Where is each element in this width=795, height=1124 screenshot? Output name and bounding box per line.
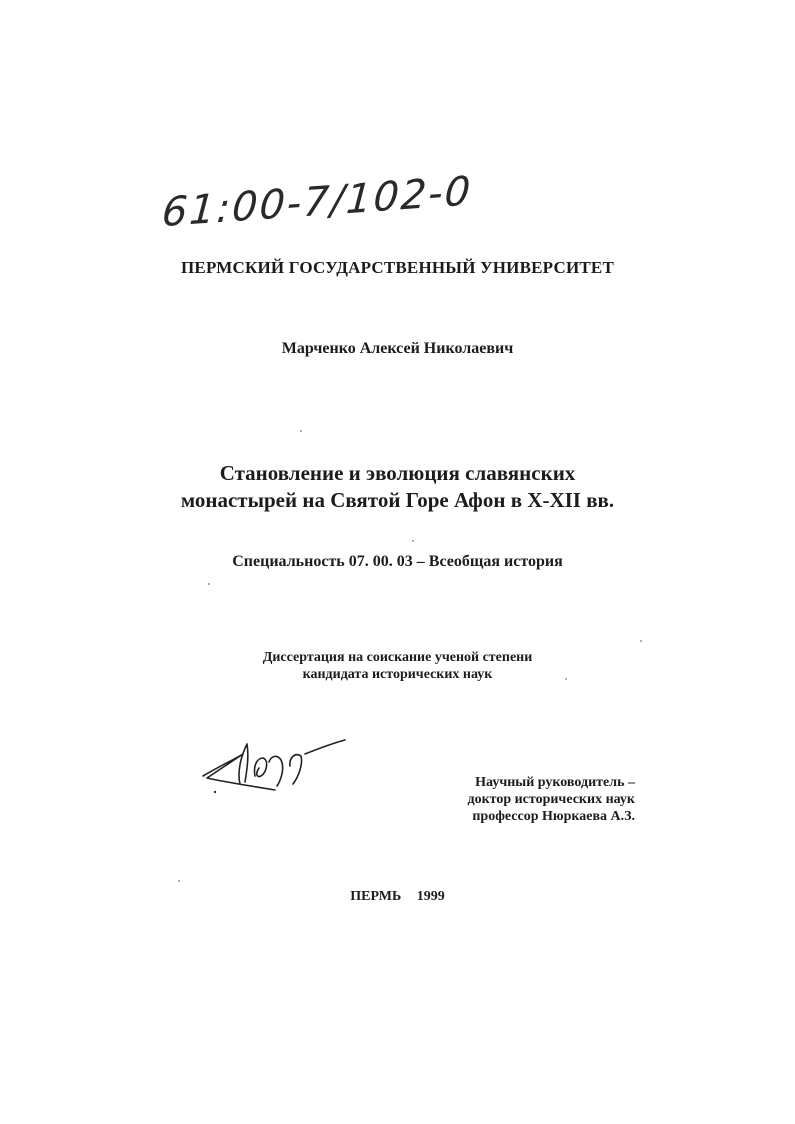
specialty: Специальность 07. 00. 03 – Всеобщая история	[232, 553, 563, 570]
dissertation-title-line-2: монастырей на Святой Горе Афон в X-XII вв.	[180, 488, 615, 512]
scan-speck	[178, 880, 180, 882]
degree-line-1: Диссертация на соискание ученой степени	[262, 650, 533, 665]
handwritten-signature	[195, 736, 355, 796]
supervisor-role: Научный руководитель –	[475, 775, 635, 790]
city: ПЕРМЬ	[350, 889, 402, 904]
scan-speck	[208, 583, 210, 585]
scan-speck	[640, 640, 642, 642]
degree-line-2: кандидата исторических наук	[302, 667, 493, 682]
university-name: ПЕРМСКИЙ ГОСУДАРСТВЕННЫЙ УНИВЕРСИТЕТ	[181, 258, 614, 277]
scan-speck	[300, 430, 302, 432]
scan-speck	[412, 540, 414, 542]
author-name: Марченко Алексей Николаевич	[281, 340, 514, 357]
city-and-year	[0, 889, 795, 905]
dissertation-title-line-1: Становление и эволюция славянских	[219, 461, 576, 485]
scan-speck	[565, 678, 567, 680]
supervisor-name: профессор Нюркаева А.З.	[472, 809, 635, 824]
archive-number-handwritten: 61:00-7/102-0	[160, 168, 474, 237]
year: 1999	[416, 889, 445, 904]
supervisor-degree: доктор исторических наук	[467, 792, 635, 807]
